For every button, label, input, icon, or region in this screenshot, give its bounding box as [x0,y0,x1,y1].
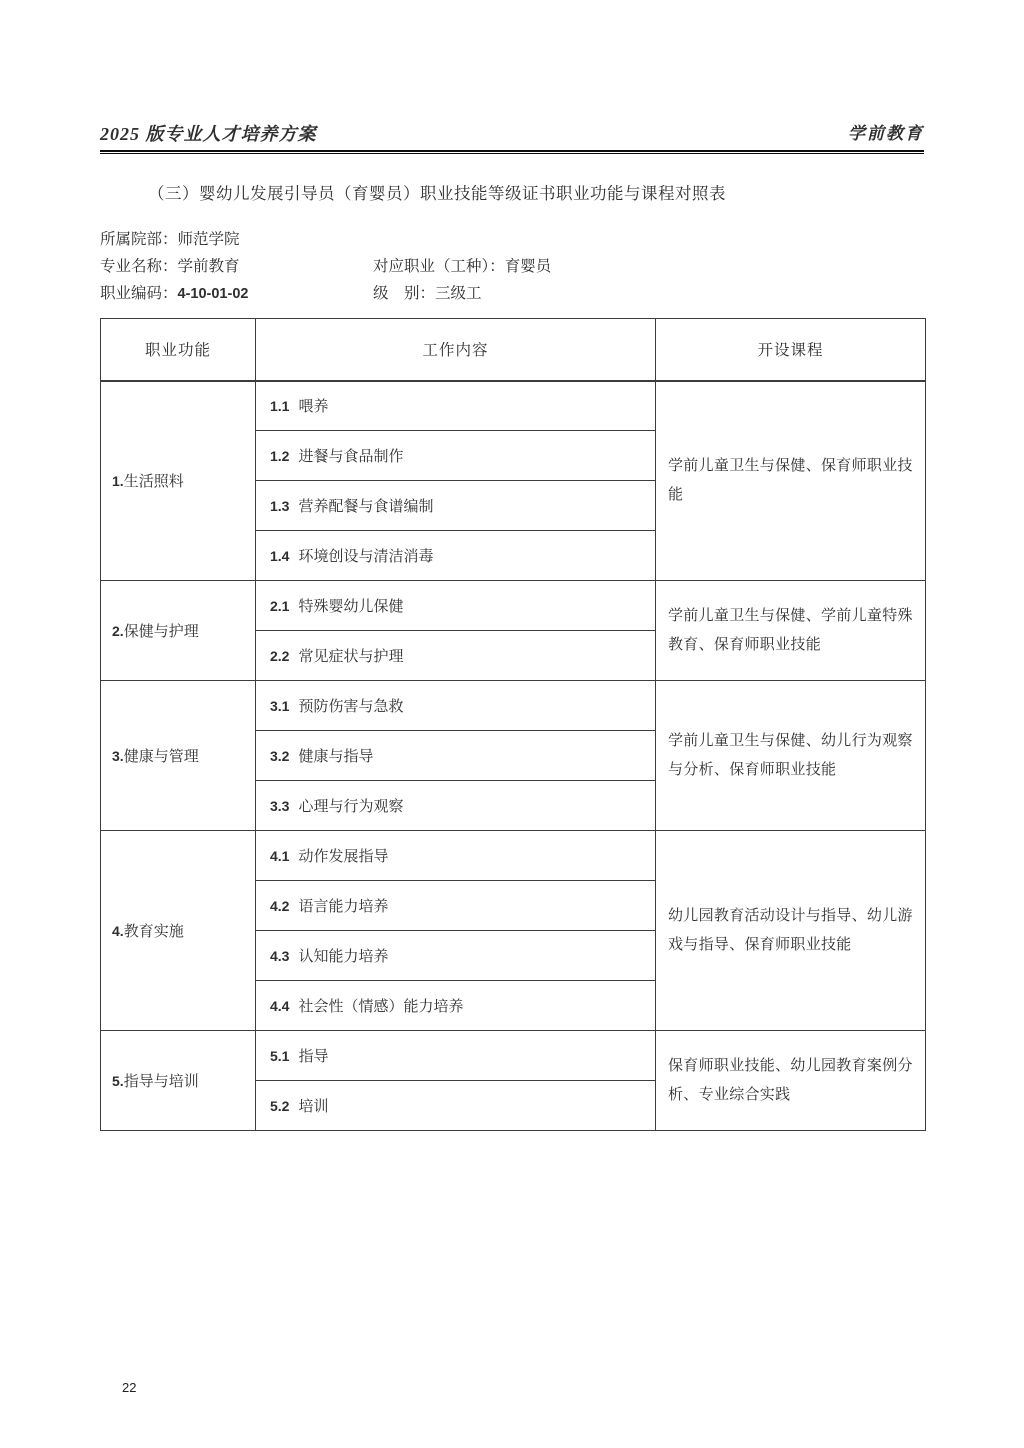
work-item-cell [256,581,656,631]
table-row [101,1031,926,1081]
course-cell: 保育师职业技能、幼儿园教育案例分析、专业综合实践 [656,1031,926,1131]
work-item-label: 认知能力培养 [298,949,389,965]
col-header-function: 职业功能 [101,319,256,381]
major-value: 学前教育 [177,257,240,275]
function-number: 3. [112,748,124,764]
work-item-number: 3.3 [270,798,290,814]
level-value: 三级工 [435,284,482,302]
work-item-cell [256,381,656,431]
function-number: 2. [112,623,124,639]
code-value: 4-10-01-02 [177,285,249,302]
function-course-table [100,318,926,1131]
work-item-label: 指导 [298,1049,329,1065]
course-cell: 学前儿童卫生与保健、学前儿童特殊教育、保育师职业技能 [656,581,926,681]
department-value: 师范学院 [177,230,240,248]
work-item-cell [256,781,656,831]
work-item-cell [256,981,656,1031]
work-item-number: 5.1 [270,1048,290,1064]
work-item-cell [256,731,656,781]
table-row [101,831,926,881]
running-header-right: 学前教育 [848,124,924,143]
work-item-label: 环境创设与清洁消毒 [298,549,434,565]
function-number: 1. [112,473,124,490]
course-cell: 幼儿园教育活动设计与指导、幼儿游戏与指导、保育师职业技能 [656,831,926,1031]
info-line-department [100,224,924,251]
work-item-number: 3.1 [270,698,290,714]
work-item-label: 健康与指导 [298,749,374,765]
function-label: 生活照料 [123,474,184,491]
work-item-cell [256,1031,656,1081]
function-cell [101,681,256,831]
work-item-number: 3.2 [270,748,290,764]
work-item-label: 心理与行为观察 [298,799,404,815]
work-item-label: 预防伤害与急救 [298,699,404,715]
department-label: 所属院部： [100,230,178,248]
info-block [100,224,924,305]
course-cell: 学前儿童卫生与保健、保育师职业技能 [656,381,926,581]
occupation-label: 对应职业（工种）： [373,257,505,275]
work-item-label: 营养配餐与食谱编制 [298,499,434,515]
level-label: 级 别： [373,284,436,302]
work-item-number: 1.2 [270,448,290,464]
work-item-number: 4.3 [270,948,290,964]
function-label: 指导与培训 [123,1074,199,1090]
work-item-number: 1.1 [270,398,290,415]
work-item-cell [256,881,656,931]
occupation-field [373,254,551,276]
code-label: 职业编码： [100,284,178,302]
work-item-number: 4.1 [270,848,290,864]
work-item-label: 特殊婴幼儿保健 [298,599,404,615]
work-item-cell [256,1081,656,1131]
function-cell [101,381,256,581]
work-item-number: 2.1 [270,598,290,614]
running-header-left: 2025 版专业人才培养方案 [100,124,317,144]
table-row [101,681,926,731]
work-item-number: 5.2 [270,1098,290,1114]
work-item-number: 4.4 [270,998,290,1014]
work-item-number: 1.3 [270,498,290,514]
work-item-cell [256,531,656,581]
work-item-label: 进餐与食品制作 [298,449,404,465]
function-number: 4. [112,923,124,939]
work-item-label: 喂养 [298,399,329,416]
work-item-cell [256,681,656,731]
info-line-major [100,251,924,278]
work-item-cell [256,481,656,531]
work-item-cell [256,831,656,881]
function-label: 保健与护理 [123,624,199,640]
function-cell [101,831,256,1031]
work-item-cell [256,431,656,481]
level-field [373,281,482,303]
col-header-courses: 开设课程 [656,319,926,381]
function-number: 5. [112,1073,124,1089]
table-header-row [101,319,926,381]
occupation-value: 育婴员 [504,257,552,275]
work-item-label: 常见症状与护理 [298,649,404,665]
work-item-label: 社会性（情感）能力培养 [298,999,464,1015]
work-item-cell [256,931,656,981]
major-field [100,254,373,276]
function-label: 健康与管理 [123,749,199,765]
course-cell: 学前儿童卫生与保健、幼儿行为观察与分析、保育师职业技能 [656,681,926,831]
section-title: （三）婴幼儿发展引导员（育婴员）职业技能等级证书职业功能与课程对照表 [148,184,726,203]
department-field [100,227,373,249]
header-double-rule [100,150,924,154]
function-label: 教育实施 [123,924,184,940]
function-cell [101,581,256,681]
major-label: 专业名称： [100,257,178,275]
work-item-label: 语言能力培养 [298,899,389,915]
col-header-work: 工作内容 [256,319,656,381]
code-field [100,281,373,303]
table-row [101,381,926,431]
work-item-number: 1.4 [270,548,290,564]
work-item-number: 4.2 [270,898,290,914]
work-item-label: 培训 [298,1099,329,1115]
work-item-number: 2.2 [270,648,290,664]
page-number: 22 [122,1380,137,1395]
function-cell [101,1031,256,1131]
work-item-cell [256,631,656,681]
info-line-code [100,278,924,305]
work-item-label: 动作发展指导 [298,849,389,865]
table-row [101,581,926,631]
running-header [100,122,924,146]
